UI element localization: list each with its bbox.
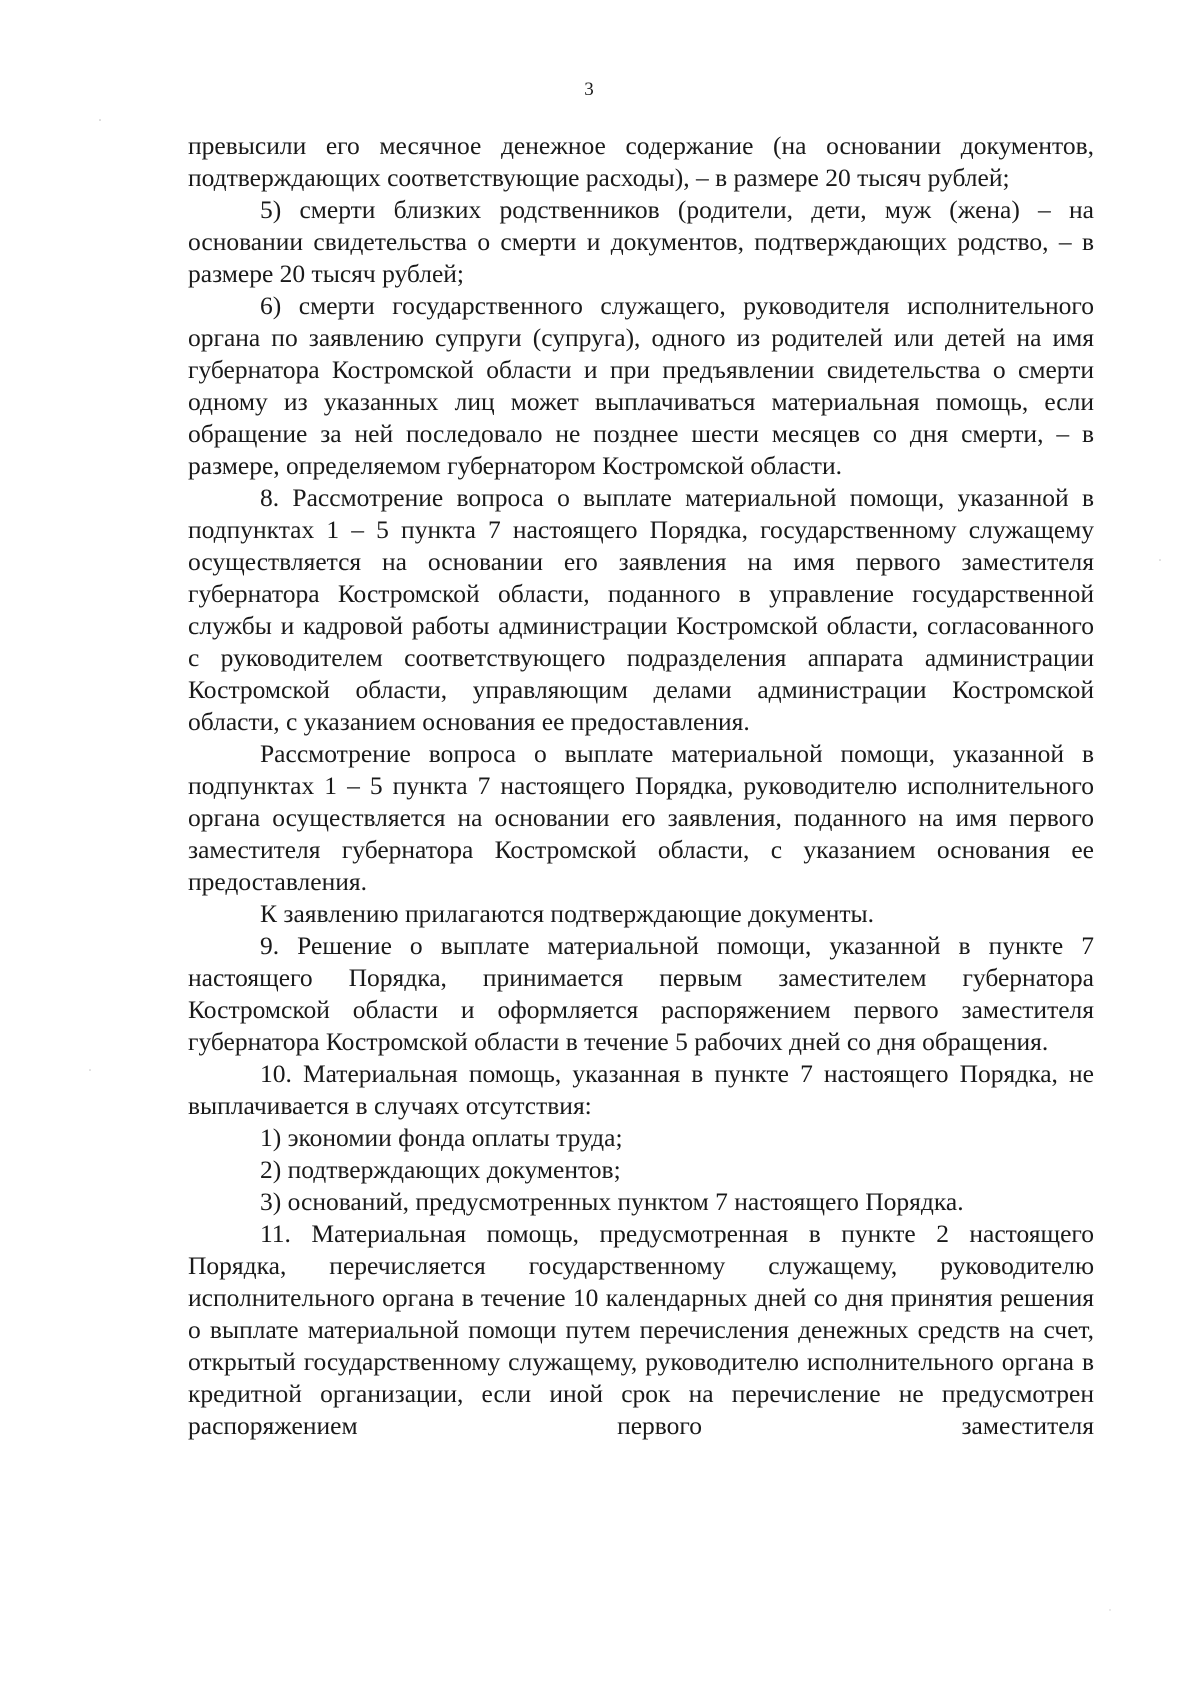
paragraph-section-11: 11. Материальная помощь, предусмотренная в пункте 2 настоящего Порядка, перечисляется государственному служащему, руководителю исполнительного органа в течение 10 календарных дней со дня принятия решения о выплате материальной помощи путем перечисления денежных средств на счет, открытый государственному служащему, руководителю исполнительного органа в кредитной организации, если иной срок на перечисление не предусмотрен распоряжением первого заместителя	[188, 1219, 1094, 1440]
paragraph-item-5: 5) смерти близких родственников (родители, дети, муж (жена) – на основании свидетельства о смерти и документов, подтверждающих родство, – в размере 20 тысяч рублей;	[188, 195, 1094, 288]
paragraph-section-10-item-1: 1) экономии фонда оплаты труда;	[260, 1123, 623, 1152]
paragraph-section-8-part-3: К заявлению прилагаются подтверждающие документы.	[260, 899, 875, 928]
paragraph-section-10: 10. Материальная помощь, указанная в пункте 7 настоящего Порядка, не выплачивается в случаях отсутствия:	[188, 1059, 1094, 1120]
paragraph-section-10-item-3: 3) оснований, предусмотренных пунктом 7 настоящего Порядка.	[260, 1187, 964, 1216]
paragraph-section-8-part-2: Рассмотрение вопроса о выплате материальной помощи, указанной в подпунктах 1 – 5 пункта 7 настоящего Порядка, руководителю исполнительного органа осуществляется на основании его заявления, поданного на имя первого заместителя губернатора Костромской области, с указанием основания ее предоставления.	[188, 739, 1094, 896]
page-number: 3	[584, 79, 594, 100]
paragraph-section-10-item-2: 2) подтверждающих документов;	[260, 1155, 621, 1184]
paragraph-continuation: превысили его месячное денежное содержание (на основании документов, подтверждающих соответствующие расходы), – в размере 20 тысяч рублей;	[188, 131, 1094, 192]
paragraph-section-8: 8. Рассмотрение вопроса о выплате материальной помощи, указанной в подпунктах 1 – 5 пункта 7 настоящего Порядка, государственному служащему осуществляется на основании его заявления на имя первого заместителя губернатора Костромской области, поданного в управление государственной службы и кадровой работы администрации Костромской области, согласованного с руководителем соответствующего подразделения аппарата администрации Костромской области, управляющим делами администрации Костромской области, с указанием основания ее предоставления.	[188, 483, 1094, 736]
paragraph-item-6: 6) смерти государственного служащего, руководителя исполнительного органа по заявлению супруги (супруга), одного из родителей или детей на имя губернатора Костромской области и при предъявлении свидетельства о смерти одному из указанных лиц может выплачиваться материальная помощь, если обращение за ней последовало не позднее шести месяцев со дня смерти, – в размере, определяемом губернатором Костромской области.	[188, 291, 1094, 480]
paragraph-section-9: 9. Решение о выплате материальной помощи, указанной в пункте 7 настоящего Порядка, принимается первым заместителем губернатора Костромской области и оформляется распоряжением первого заместителя губернатора Костромской области в течение 5 рабочих дней со дня обращения.	[188, 931, 1094, 1056]
